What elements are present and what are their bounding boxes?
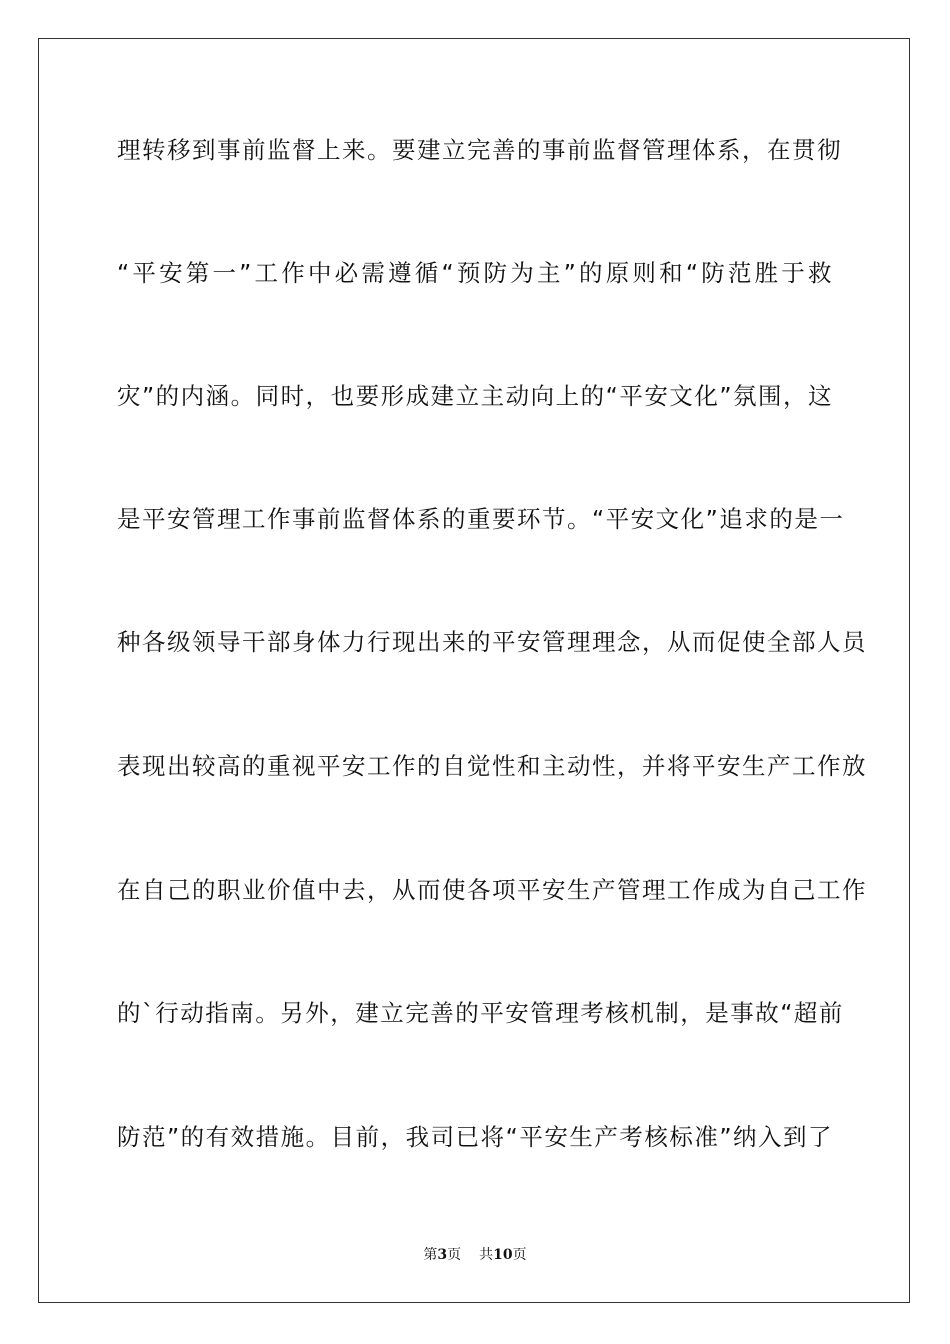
text-line: 灾”的内涵。同时，也要形成建立主动向上的“平安文化”氛围，这 [117,382,834,410]
total-prefix: 共 [479,1247,494,1263]
page-footer [0,1246,950,1264]
page-prefix: 第 [423,1247,438,1263]
page-number: 3 [437,1247,448,1263]
text-line: 表现出较高的重视平安工作的自觉性和主动性，并将平安生产工作放 [117,752,867,780]
total-number: 10 [493,1247,513,1263]
text-line: “平安第一”工作中必需遵循“预防为主”的原则和“防范胜于救 [117,259,833,287]
page-suffix: 页 [447,1247,462,1263]
text-line: 防范”的有效措施。目前，我司已将“平安生产考核标准”纳入到了 [117,1123,834,1151]
text-line: 是平安管理工作事前监督体系的重要环节。“平安文化”追求的是一 [117,505,845,533]
text-line: 在自己的职业价值中去，从而使各项平安生产管理工作成为自己工作 [117,876,867,904]
page-border [38,38,910,1303]
total-pages-label [479,1247,526,1263]
text-line: 的`行动指南。另外，建立完善的平安管理考核机制，是事故“超前 [117,999,844,1027]
page-number-label [423,1247,461,1263]
text-line: 理转移到事前监督上来。要建立完善的事前监督管理体系，在贯彻 [117,136,842,164]
total-suffix: 页 [512,1247,527,1263]
text-line: 种各级领导干部身体力行现出来的平安管理理念，从而促使全部人员 [117,628,867,656]
